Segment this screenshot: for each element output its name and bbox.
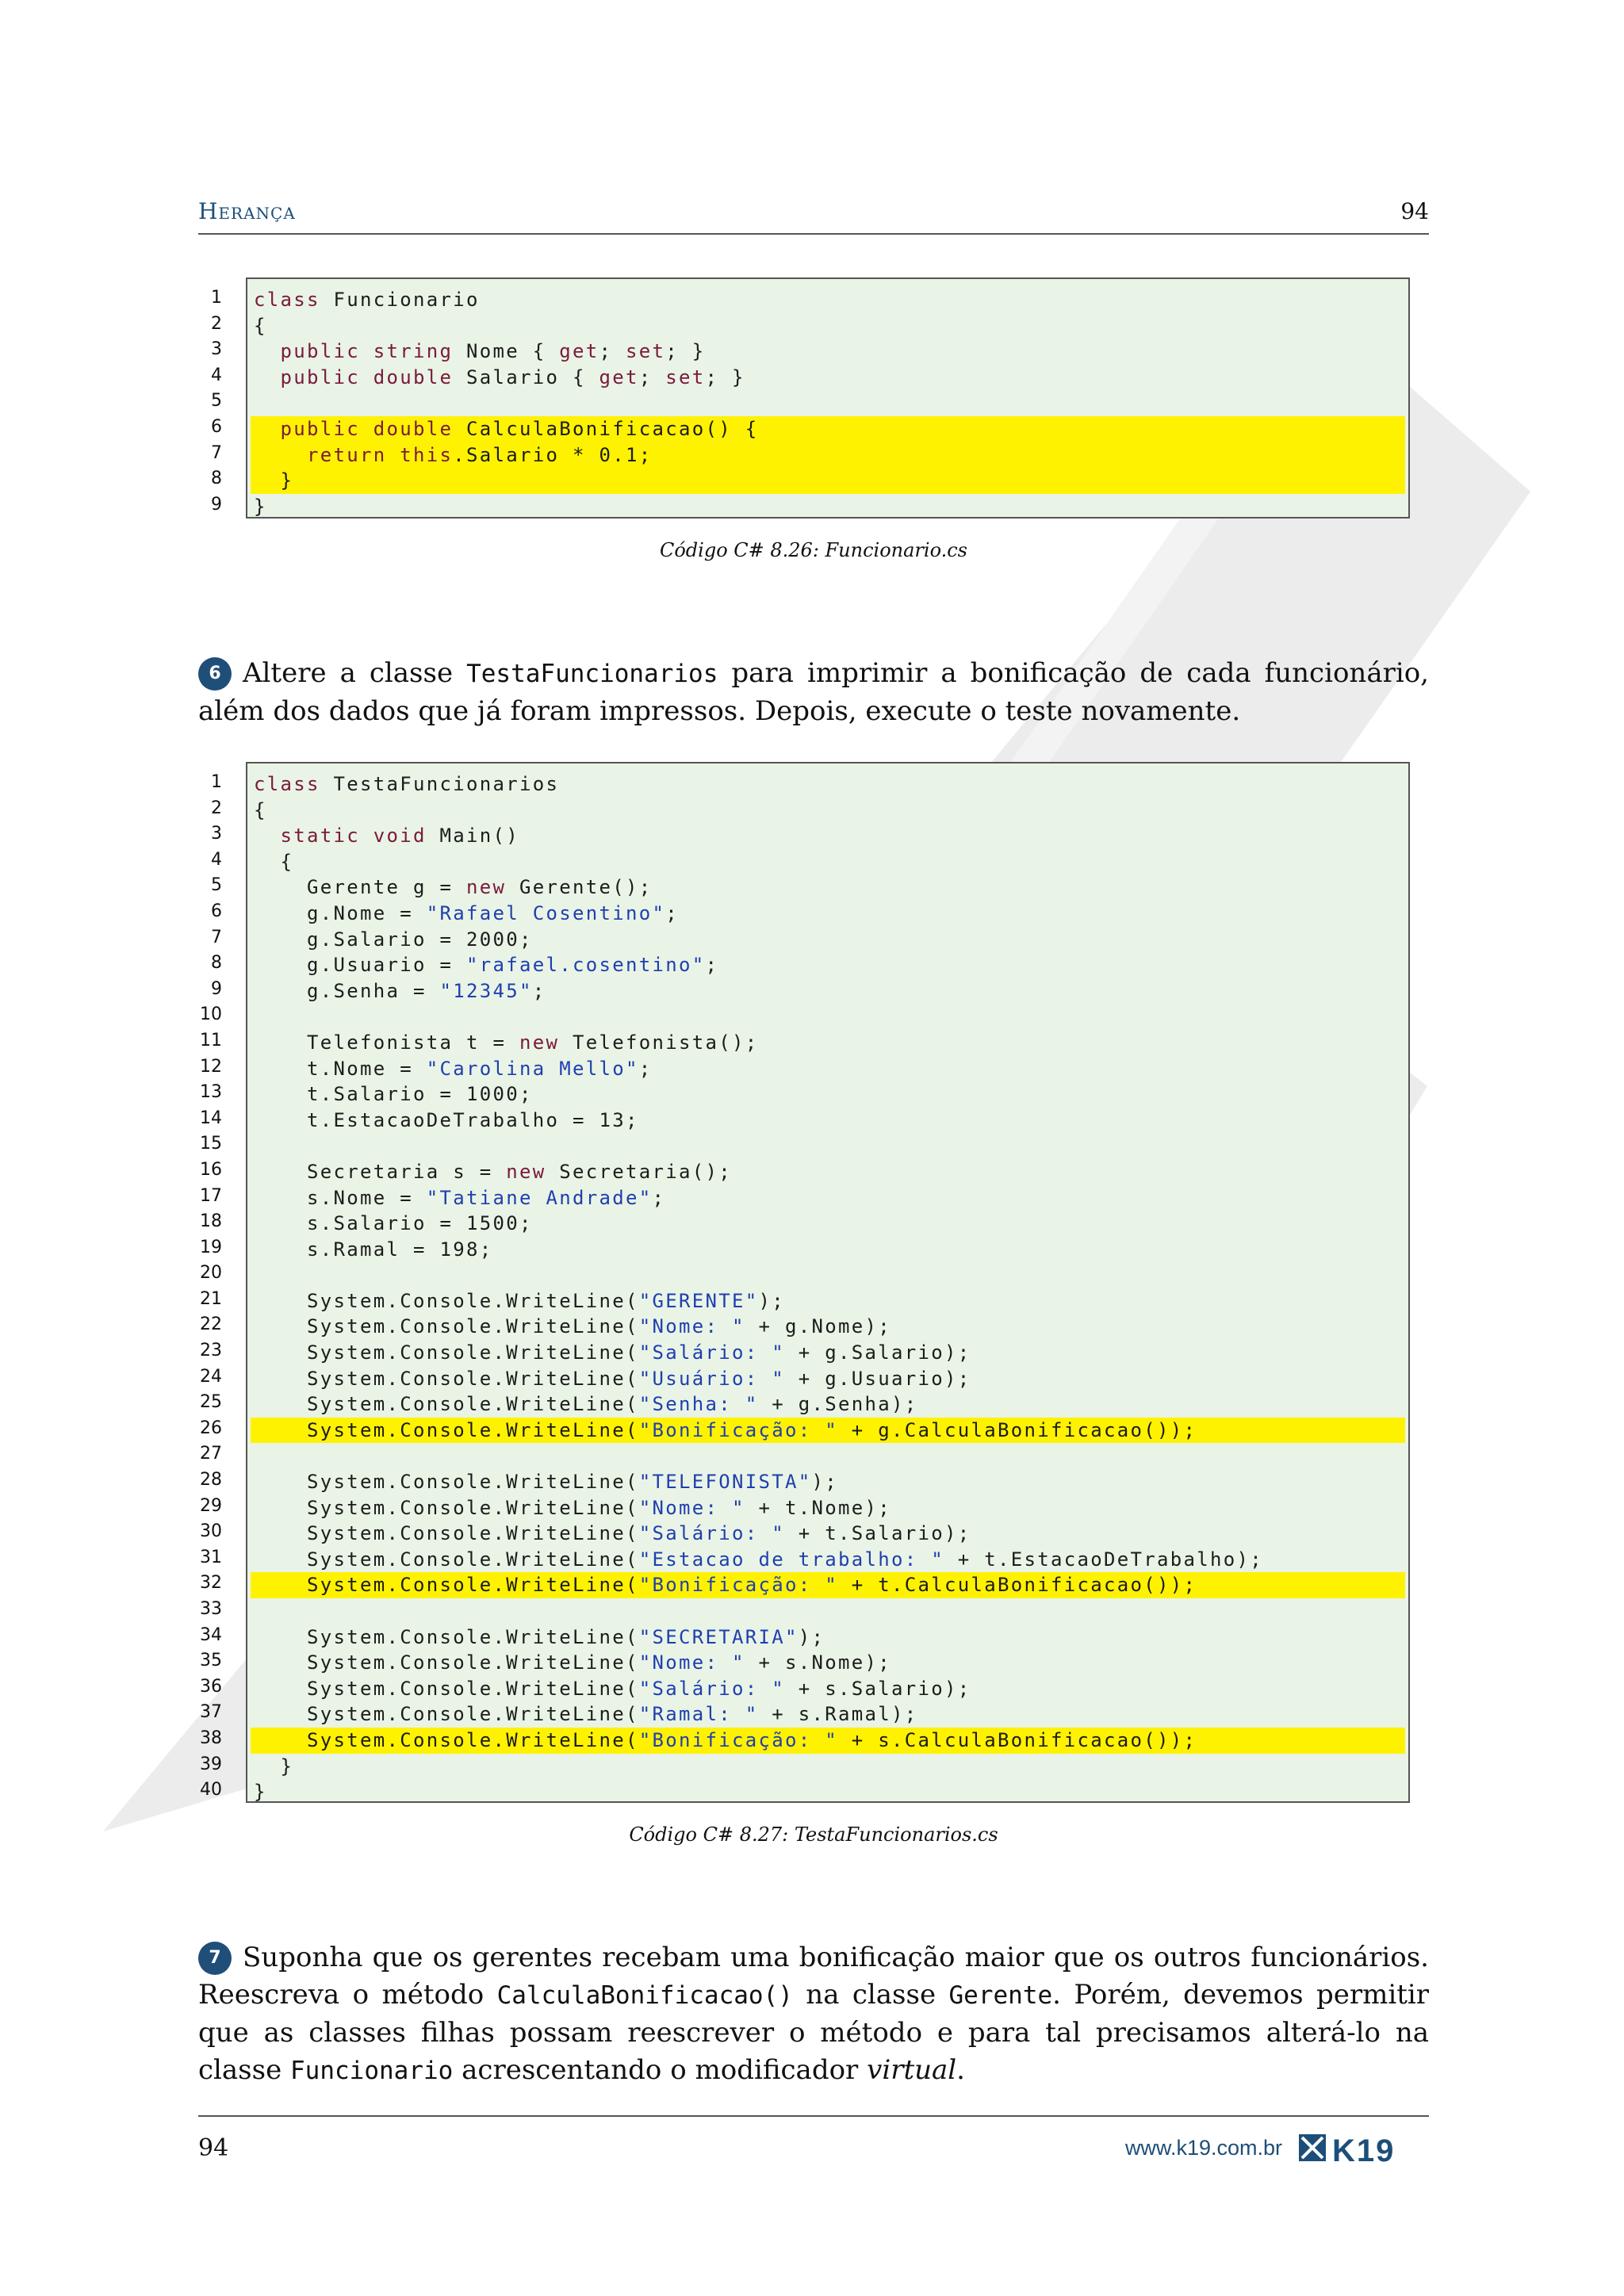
code-line <box>251 1004 1405 1030</box>
keyword: return <box>307 443 387 466</box>
line-number: 40 <box>200 1780 222 1800</box>
line-number: 28 <box>200 1470 222 1490</box>
string-literal: "Estacao de trabalho: " <box>638 1548 944 1571</box>
code-line <box>251 1133 1405 1159</box>
code-line: { <box>254 798 267 821</box>
line-number: 15 <box>200 1134 222 1154</box>
step-7-paragraph <box>198 1939 1429 2090</box>
code-line: Secretaria s = new Secretaria(); <box>307 1160 732 1183</box>
code-line: { <box>254 850 294 873</box>
line-number: 6 <box>211 416 222 437</box>
line-number: 19 <box>200 1237 222 1257</box>
code-line: System.Console.WriteLine("Salário: " + s.Salario); <box>307 1677 971 1700</box>
code-line-highlighted: public double CalculaBonificacao() { <box>251 416 1405 442</box>
line-number: 3 <box>211 824 222 844</box>
line-number: 27 <box>200 1444 222 1464</box>
string-literal: "Salário: " <box>638 1677 785 1700</box>
logo-text: K19 <box>1332 2133 1396 2166</box>
line-number: 6 <box>211 901 222 921</box>
keyword: void <box>373 825 427 848</box>
code-line: g.Usuario = "rafael.cosentino"; <box>307 954 719 977</box>
code-line: } <box>254 495 267 518</box>
code-line: System.Console.WriteLine("Senha: " + g.Senha); <box>307 1393 918 1416</box>
string-literal: "Bonificação: " <box>638 1728 838 1751</box>
step-7-text: acrescentando o modificador <box>453 2054 868 2086</box>
code-line: g.Salario = 2000; <box>307 928 533 951</box>
code-line: { <box>254 314 267 337</box>
code-line: System.Console.WriteLine("GERENTE"); <box>307 1289 785 1312</box>
string-literal: "Bonificação: " <box>638 1418 838 1441</box>
line-number: 25 <box>200 1392 222 1413</box>
code-line: System.Console.WriteLine("Nome: " + s.Nome); <box>307 1651 891 1674</box>
code-line: System.Console.WriteLine("Nome: " + g.Nome); <box>307 1315 891 1338</box>
keyword: get <box>599 365 639 388</box>
code-listing <box>246 277 1410 519</box>
line-numbers <box>198 285 222 518</box>
line-number: 29 <box>200 1495 222 1516</box>
code-line: t.Salario = 1000; <box>307 1083 533 1106</box>
code-line-highlighted: System.Console.WriteLine("Bonificação: " + g.CalculaBonificacao()); <box>251 1418 1405 1444</box>
string-literal: "rafael.cosentino" <box>466 954 706 977</box>
line-number: 35 <box>200 1651 222 1671</box>
step-6-badge: 6 <box>198 657 232 691</box>
code-line: static void Main() <box>280 825 519 848</box>
line-number: 1 <box>211 772 222 792</box>
string-literal: "Bonificação: " <box>638 1574 838 1597</box>
string-literal: "Nome: " <box>638 1496 745 1519</box>
string-literal: "Ramal: " <box>638 1703 759 1726</box>
line-number: 34 <box>200 1624 222 1645</box>
page-footer <box>198 2115 1429 2180</box>
keyword: new <box>506 1160 546 1183</box>
string-literal: "Salário: " <box>638 1522 785 1545</box>
code-line-highlighted: System.Console.WriteLine("Bonificação: " + s.CalculaBonificacao()); <box>251 1728 1405 1754</box>
line-number: 16 <box>200 1159 222 1180</box>
line-number: 31 <box>200 1547 222 1567</box>
line-number: 18 <box>200 1211 222 1232</box>
code-listing <box>246 762 1410 1803</box>
code-line: public string Nome { get; set; } <box>280 340 706 363</box>
code-line: System.Console.WriteLine("Estacao de trabalho: " + t.EstacaoDeTrabalho); <box>307 1548 1263 1571</box>
footer-page-number: 94 <box>198 2134 229 2162</box>
line-number: 8 <box>211 953 222 974</box>
modifier-virtual: virtual <box>867 2054 957 2086</box>
code-line: Telefonista t = new Telefonista(); <box>307 1031 759 1054</box>
string-literal: "Rafael Cosentino" <box>426 901 666 924</box>
line-number: 1 <box>211 288 222 308</box>
step-7-text: Suponha que os gerentes recebam uma bonificação maior que os outros funcionários. Reescreva o método <box>198 1942 1429 2011</box>
line-number: 7 <box>211 442 222 463</box>
line-number: 4 <box>211 365 222 385</box>
line-number: 2 <box>211 798 222 818</box>
line-number: 20 <box>200 1263 222 1284</box>
code-line-highlighted: System.Console.WriteLine("Bonificação: " + t.CalculaBonificacao()); <box>251 1572 1405 1598</box>
line-number: 2 <box>211 313 222 334</box>
line-number: 14 <box>200 1108 222 1128</box>
string-literal: "Senha: " <box>638 1393 759 1416</box>
line-number: 9 <box>211 494 222 515</box>
keyword: new <box>519 1031 560 1054</box>
line-number: 5 <box>211 875 222 896</box>
string-literal: "Nome: " <box>638 1315 745 1338</box>
line-number: 17 <box>200 1185 222 1206</box>
line-number: 21 <box>200 1288 222 1309</box>
line-number: 9 <box>211 978 222 999</box>
code-line <box>251 390 1405 416</box>
line-number: 8 <box>211 469 222 489</box>
code-line: g.Senha = "12345"; <box>307 979 546 1002</box>
string-literal: "Usuário: " <box>638 1367 785 1390</box>
step-7-text: . Porém, devemos permitir que as classes filhas possam reescrever o método e para tal precisamos alterá-lo na classe <box>198 1979 1429 2086</box>
chapter-title: Herança <box>198 198 296 224</box>
keyword: string <box>373 340 454 363</box>
code-line <box>251 1443 1405 1469</box>
keyword: public <box>280 340 360 363</box>
keyword: this <box>400 443 454 466</box>
line-number: 39 <box>200 1754 222 1774</box>
line-number: 38 <box>200 1728 222 1748</box>
keyword: double <box>373 417 454 440</box>
keyword: set <box>665 365 706 388</box>
code-line: public double Salario { get; set; } <box>280 365 745 388</box>
line-number: 24 <box>200 1366 222 1387</box>
line-number: 37 <box>200 1702 222 1723</box>
string-literal: "12345" <box>439 979 533 1002</box>
line-number: 23 <box>200 1341 222 1361</box>
method-name: CalculaBonificacao() <box>496 1981 793 2010</box>
k19-logo <box>1297 2131 1429 2166</box>
step-6-paragraph <box>198 655 1429 730</box>
step-6-text-after: para imprimir a bonificação de cada funcionário, além dos dados que já foram impressos. Depois, execute o teste novamente. <box>198 657 1429 727</box>
line-number: 13 <box>200 1082 222 1103</box>
keyword: new <box>466 876 507 899</box>
keyword: get <box>559 340 599 363</box>
step-6-class-name: TestaFuncionarios <box>466 660 718 688</box>
line-number: 5 <box>211 391 222 411</box>
code-caption-2: Código C# 8.27: TestaFuncionarios.cs <box>629 1823 998 1846</box>
code-line: s.Nome = "Tatiane Andrade"; <box>307 1186 666 1209</box>
code-line: class TestaFuncionarios <box>254 773 560 795</box>
code-line-highlighted: return this.Salario * 0.1; <box>251 442 1405 469</box>
code-line <box>251 1262 1405 1288</box>
line-number: 3 <box>211 339 222 360</box>
code-line: g.Nome = "Rafael Cosentino"; <box>307 901 679 924</box>
line-number: 33 <box>200 1599 222 1619</box>
code-line: t.EstacaoDeTrabalho = 13; <box>307 1108 639 1131</box>
keyword: class <box>254 773 320 795</box>
step-7-text: na classe <box>792 1979 949 2011</box>
code-line: } <box>254 1781 267 1804</box>
line-number: 32 <box>200 1573 222 1594</box>
code-line: System.Console.WriteLine("SECRETARIA"); <box>307 1625 825 1648</box>
header-page-number: 94 <box>1400 198 1429 224</box>
line-numbers <box>198 770 222 1804</box>
code-line: s.Salario = 1500; <box>307 1212 533 1235</box>
code-line: t.Nome = "Carolina Mello"; <box>307 1057 653 1080</box>
line-number: 12 <box>200 1056 222 1077</box>
keyword: double <box>373 365 454 388</box>
code-caption-1: Código C# 8.26: Funcionario.cs <box>659 539 967 561</box>
string-literal: "TELEFONISTA" <box>638 1471 812 1494</box>
line-number: 30 <box>200 1521 222 1542</box>
footer-url: www.k19.com.br <box>1124 2136 1282 2160</box>
keyword: set <box>626 340 666 363</box>
code-line: Gerente g = new Gerente(); <box>307 876 653 899</box>
keyword: public <box>280 417 360 440</box>
keyword: public <box>280 365 360 388</box>
code-line: s.Ramal = 198; <box>307 1238 493 1261</box>
step-7-text: . <box>956 2054 965 2086</box>
page-header <box>198 198 1429 235</box>
line-number: 26 <box>200 1418 222 1438</box>
code-line-highlighted: } <box>251 468 1405 494</box>
step-7-badge: 7 <box>198 1942 232 1975</box>
string-literal: "Carolina Mello" <box>426 1057 639 1080</box>
code-line: System.Console.WriteLine("Usuário: " + g.Usuario); <box>307 1367 971 1390</box>
line-number: 7 <box>211 927 222 947</box>
class-name-funcionario: Funcionario <box>290 2057 454 2085</box>
code-line <box>251 1598 1405 1624</box>
step-6-text-before: Altere a classe <box>243 657 467 689</box>
keyword: class <box>254 289 320 311</box>
line-number: 22 <box>200 1314 222 1335</box>
code-line: System.Console.WriteLine("Salário: " + t.Salario); <box>307 1522 971 1545</box>
string-literal: "GERENTE" <box>638 1289 759 1312</box>
keyword: static <box>280 825 360 848</box>
class-name-gerente: Gerente <box>948 1981 1053 2010</box>
code-line: System.Console.WriteLine("Ramal: " + s.Ramal); <box>307 1703 918 1726</box>
line-number: 11 <box>200 1030 222 1050</box>
line-number: 4 <box>211 849 222 870</box>
code-line: System.Console.WriteLine("TELEFONISTA"); <box>307 1471 838 1494</box>
string-literal: "Salário: " <box>638 1341 785 1364</box>
code-line: } <box>254 1755 294 1777</box>
string-literal: "SECRETARIA" <box>638 1625 799 1648</box>
string-literal: "Tatiane Andrade" <box>426 1186 653 1209</box>
code-line: class Funcionario <box>254 289 480 311</box>
code-line: System.Console.WriteLine("Salário: " + g.Salario); <box>307 1341 971 1364</box>
code-line: System.Console.WriteLine("Nome: " + t.Nome); <box>307 1496 891 1519</box>
string-literal: "Nome: " <box>638 1651 745 1674</box>
line-number: 10 <box>200 1004 222 1025</box>
line-number: 36 <box>200 1676 222 1697</box>
